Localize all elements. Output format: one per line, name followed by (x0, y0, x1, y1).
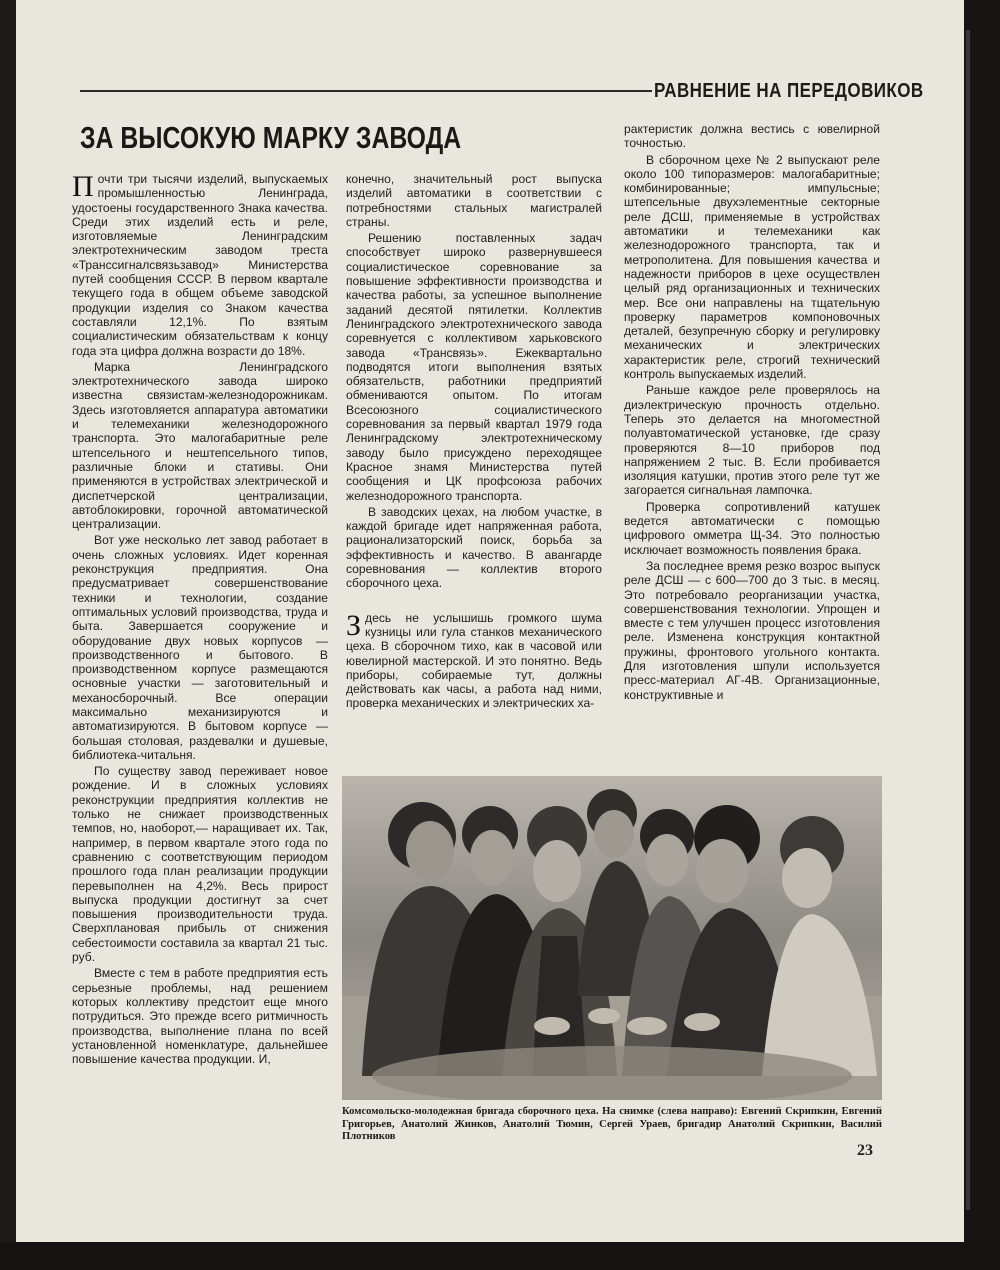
page-number: 23 (857, 1142, 873, 1159)
photo-illustration (342, 776, 882, 1100)
paragraph: Решению поставленных задач способствует широко развернувшееся социалистическое соревнование за повышение эффективности производства и качества работы, за успешное выполнение заданий десятой пятилетки. Коллектив Ленинградского электротехнического завода соревнуется с коллективом харьковского завода «Трансвязь». Ежеквартально подводятся итоги выполнения взятых обязательств, работники предприятий обмениваются опытом. По итогам Всесоюзного социалистического соревнования за первый квартал 1979 года Ленинградскому электротехническому заводу было присуждено переходящее Красное знамя Министерства путей сообщения и ЦК профсоюза рабочих железнодорожного транспорта. (346, 231, 602, 503)
paragraph: Марка Ленинградского электротехнического завода широко известна связистам-железнодорожникам. Здесь изготовляется аппаратура автоматики и телемеханики железнодорожного транспорта. Это малогабаритные реле штепсельного и нештепсельного типов, различные блоки и стативы. Они применяются в устройствах электрической и диспетчерской централизации, автоблокировки, горочной автоматической централизации. (72, 359, 328, 532)
section-label: РАВНЕНИЕ НА ПЕРЕДОВИКОВ (654, 80, 924, 102)
section-rule (80, 90, 652, 92)
article-headline: ЗА ВЫСОКУЮ МАРКУ ЗАВОДА (80, 120, 462, 155)
paragraph: По существу завод переживает новое рождение. И в сложных условиях реконструкции предприятия коллектив не только не снижает производственных темпов, но, наоборот,— наращивает их. Так, например, в первом квартале этого года по сравнению с соответствующим периодом прошлого года план реализации продукции перевыполнен на 4,2%. Весь прирост выпуска продукции достигнут за счет повышения производительности труда. Сверхплановая прибыль от снижения себестоимости составила за квартал 21 тыс. руб. (72, 764, 328, 965)
brigade-photo (342, 776, 882, 1100)
paragraph: Здесь не услышишь громкого шума кузницы или гула станков механического цеха. В сборочном тихо, как в часовой или ювелирной мастерской. И это понятно. Ведь приборы, собираемые тут, должны действовать как часы, а работа над ними, проверка механических и электрических ха- (346, 608, 602, 711)
paragraph: В заводских цехах, на любом участке, в каждой бригаде идет напряженная работа, рационализаторский поиск, борьба за эффективность и качество. В авангарде соревнования — коллектив второго сборочного цеха. (346, 504, 602, 591)
drop-cap: П (72, 170, 94, 203)
paragraph: рактеристик должна вестись с ювелирной точностью. (624, 122, 880, 151)
paragraph: Раньше каждое реле проверялось на диэлектрическую прочность отдельно. Теперь это делается на многоместной полуавтоматической установке, где сразу проверяются 8—10 приборов под напряжением 2 тыс. В. Если пробивается изоляция катушки, против этого реле тут же загорается сигнальная лампочка. (624, 383, 880, 498)
text-column-3 (624, 122, 880, 702)
drop-cap: З (346, 608, 362, 642)
page-bottom-edge (0, 1242, 1000, 1270)
paragraph: За последнее время резко возрос выпуск реле ДСШ — с 600—700 до 3 тыс. в месяц. Это потребовало реорганизации участка, совершенствования технологии. Упрощен и вместе с тем улучшен процесс изготовления реле. Изменена конструкция контактной пружины, фронтового угольного контакта. Для изготовления шпули используется пресс-материал АГ-4В. Организационные, конструктивные и (624, 558, 880, 702)
paragraph: Проверка сопротивлений катушек ведется автоматически с помощью цифрового омметра Щ-34. Это полностью исключает возможность появления брака. (624, 499, 880, 557)
page-edge-strip (966, 30, 970, 1210)
paragraph: конечно, значительный рост выпуска изделий автоматики в соответствии с потребностями стальных магистралей страны. (346, 172, 602, 229)
text-column-2 (346, 172, 602, 711)
paragraph: Вместе с тем в работе предприятия есть серьезные проблемы, над решением которых коллективу предстоит еще много потрудиться. Это прежде всего ритмичность производства, выполнение плана по всей установленной номенклатуре, дальнейшее повышение качества продукции. И, (72, 966, 328, 1067)
paragraph: Почти три тысячи изделий, выпускаемых промышленностью Ленинграда, удостоены государственного Знака качества. Среди этих изделий есть и реле, изготовляемые Ленинградским электротехническим заводом треста «Транссигналсвязьзавод» Министерства путей сообщения СССР. В первом квартале текущего года в общем объеме заводской продукции изделия со Знаком качества составляли 12,1%. По взятым социалистическим обязательствам к концу года эта цифра должна возрасти до 18%. (72, 170, 328, 358)
paragraph: Вот уже несколько лет завод работает в очень сложных условиях. Идет коренная реконструкция предприятия. Она предусматривает совершенствование техники и технологии, создание оптимальных условий производства, труда и быта. Завершается сооружение и оборудование двух новых корпусов — производственного и бытового. В производственном корпусе размещаются основные участки — заготовительный и механосборочный. Все операции максимально механизируются и автоматизируются. В бытовом корпусе — большая столовая, раздевалки и душевые, библиотека-читальня. (72, 533, 328, 762)
text-column-1 (72, 172, 328, 1066)
photo-caption: Комсомольско-молодежная бригада сборочного цеха. На снимке (слева направо): Евгений Скрипкин, Евгений Григорьев, Анатолий Жинков, Анатолий Тюмин, Сергей Ураев, бригадир Анатолий Скрипкин, Василий Плотников (342, 1106, 882, 1142)
paragraph: В сборочном цехе № 2 выпускают реле около 100 типоразмеров: малогабаритные; комбинированные; импульсные; штепсельные двухэлементные секторные реле ДСШ, применяемые в устройствах автоматики и телемеханики как железнодорожного транспорта, так и метрополитена. Для повышения качества и надежности приборов в цехе осуществлен целый ряд организационных и технических мер. Все они направлены на тщательную проверку параметров компоновочных деталей, безупречную сборку и регулировку механических и электрических характеристик реле, строгий технический контроль выпускаемых изделий. (624, 152, 880, 382)
